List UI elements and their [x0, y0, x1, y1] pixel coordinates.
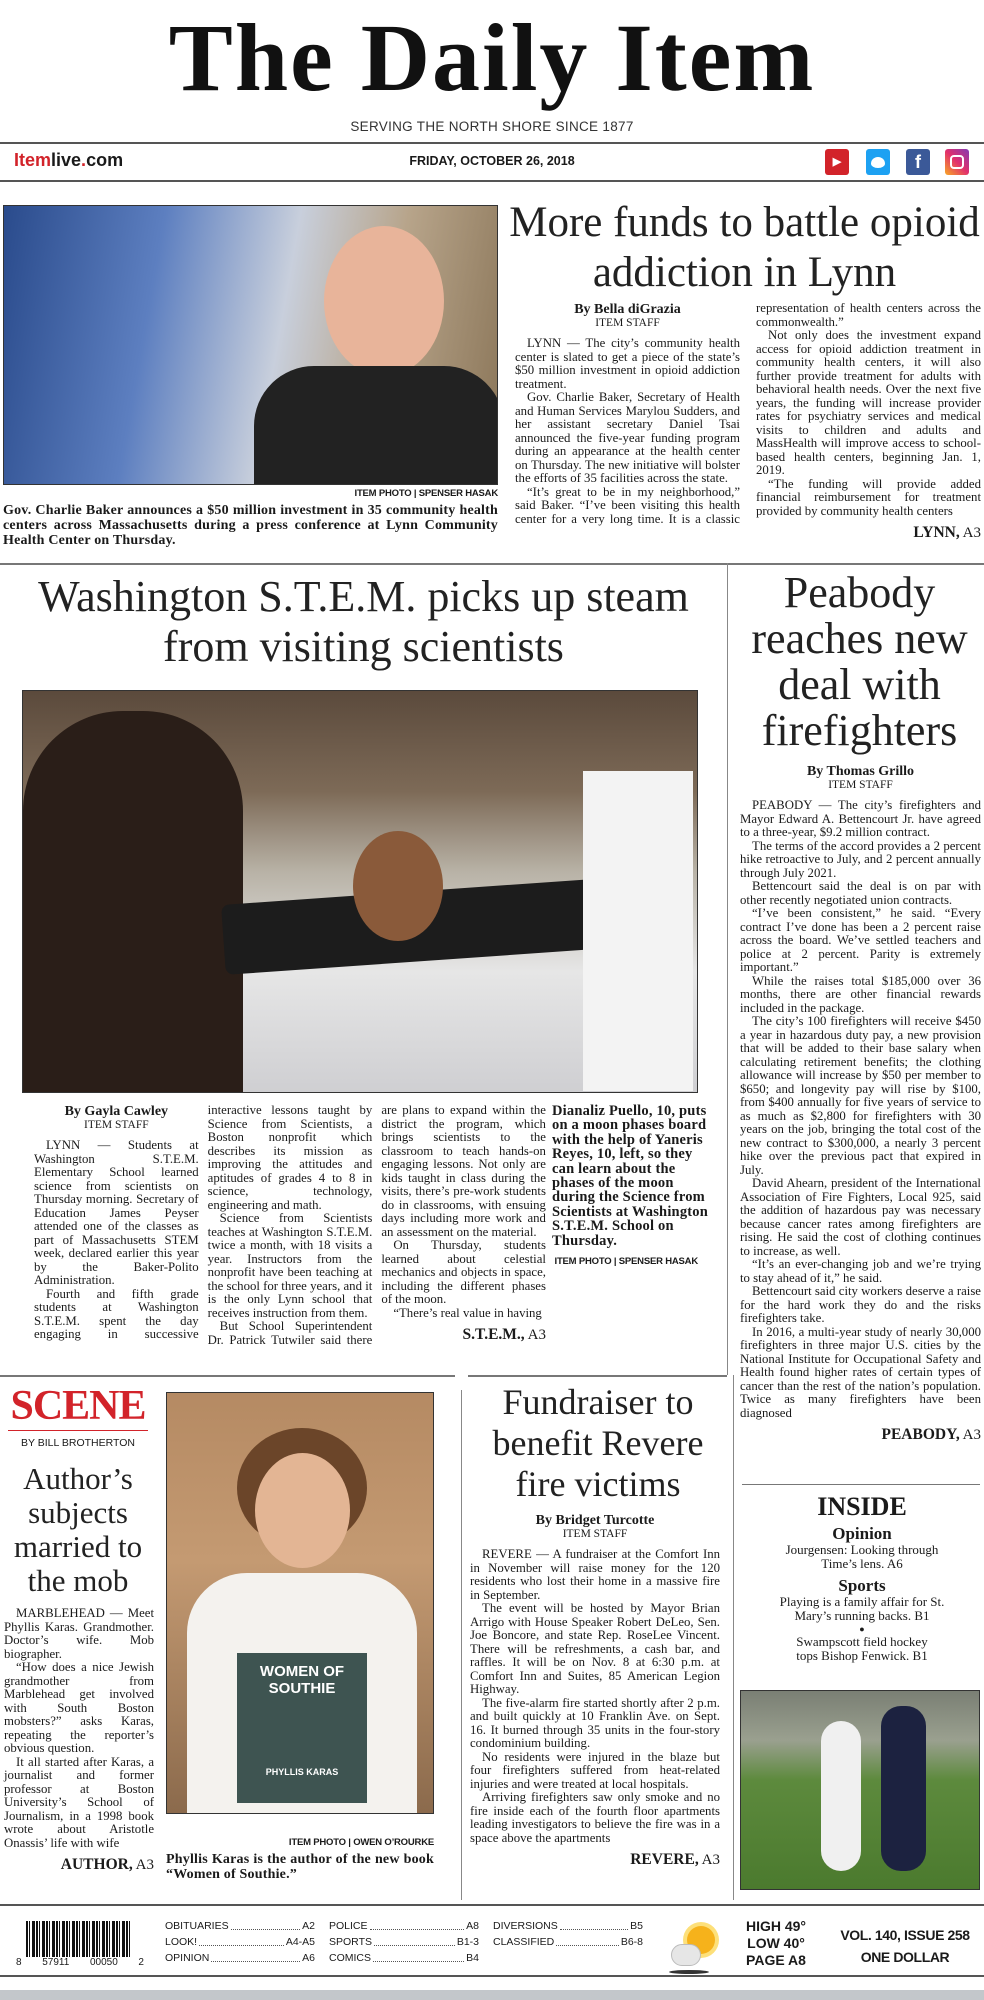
student-face [353, 831, 443, 941]
paragraph: LYNN — Students at Washington S.T.E.M. Elementary School learned science from scientists on Thursday morning. Secretary of Education James Peyser attended one of the classes as part of Massachusetts STEM week, declared earlier this year by the Baker-Polito Administration. [34, 1138, 199, 1287]
site-part: live [51, 150, 82, 170]
author-photo [166, 1392, 434, 1814]
site-part: Item [14, 150, 52, 170]
paragraph: “The funding will provide added financial reimbursement for treatment provided by community health centers [756, 476, 981, 518]
paragraph: David Ahearn, president of the International Association of Fire Fighters, Local 925, said the addition of hazardous pay was necessary because cancer rates among firefighters are rising. He said the cost of clothing continues to increase, as well. [740, 1176, 981, 1258]
index-entry[interactable] [165, 1918, 315, 1934]
barcode-digit: 00050 [89, 1957, 118, 1968]
face [255, 1453, 350, 1568]
column-divider [733, 1375, 734, 1900]
index-entry[interactable] [329, 1918, 479, 1934]
temp-high: HIGH 49° [745, 1918, 807, 1934]
jump-link[interactable] [4, 1856, 154, 1874]
youtube-icon[interactable]: ▶ [825, 149, 849, 175]
jump-link[interactable] [756, 524, 981, 542]
weather-page[interactable]: PAGE A8 [746, 1952, 806, 1968]
byline: By Thomas Grillo [806, 764, 915, 779]
person-face [324, 226, 444, 376]
inside-box [740, 1492, 984, 1663]
paragraph: Not only does the investment expand access for opioid addiction treatment in community health centers, it will also further provide treatment for adults with behavioral health needs. Over the next five years, the funding will increase provider rates for psychiatry services and medical visits to children and adults and MassHealth will improve access to school-based health centers, beginning Jan. 1, 2019. [756, 328, 981, 477]
health-sign [14, 236, 39, 339]
leader-dots [370, 1918, 465, 1930]
headline[interactable]: Washington S.T.E.M. picks up steam from visiting scientists [38, 572, 689, 671]
byline-staff: ITEM STAFF [595, 317, 660, 329]
divider [0, 563, 984, 565]
book-author: PHYLLIS KARAS [265, 1767, 339, 1777]
leader-dots [556, 1934, 619, 1946]
leader-dots [560, 1918, 628, 1930]
page-edge [0, 1990, 984, 2000]
inside-item[interactable]: Playing is a family affair for St. Mary’s running backs. B1 [779, 1594, 945, 1623]
headline[interactable]: Peabody reaches new deal with firefighters [751, 568, 968, 755]
author-credit: BY BILL BROTHERTON [21, 1437, 135, 1449]
volume-issue: VOL. 140, ISSUE 258 [840, 1927, 970, 1943]
paragraph: “There’s real value in having [393, 1305, 542, 1320]
book-title: WOMEN OF SOUTHIE [259, 1663, 345, 1697]
barcode-digit: 2 [138, 1957, 144, 1968]
column-divider [461, 1390, 462, 1900]
inside-item[interactable]: Swampscott field hockey tops Bishop Fenwick. B1 [796, 1634, 928, 1663]
index-section: SPORTS [329, 1936, 372, 1948]
byline-block [470, 1513, 720, 1540]
lead-photo [3, 205, 498, 485]
page-index [165, 1918, 643, 1966]
inside-title: INSIDE [817, 1492, 907, 1521]
paragraph: PEABODY — The city’s firefighters and Mayor Edward A. Bettencourt Jr. have agreed to a three-year, $9.2 million contract. [740, 798, 981, 839]
paragraph: But School Superintendent Dr. Patrick Tutwiler said there are plans to expand within the district the program, which brings scientists to the classroom to teach hands-on engaging lessons. Not only are kids taught in class during the visits, there’s pre-work students do in classrooms, with ensuing days including more work and an assessment on the material. [207, 1103, 546, 1347]
site-part: com [86, 150, 124, 170]
stem-photo [22, 690, 698, 1093]
index-page: A4-A5 [285, 1936, 315, 1948]
leader-dots [231, 1918, 301, 1930]
issue-info [828, 1924, 982, 1968]
index-section: CLASSIFIED [493, 1936, 555, 1948]
paragraph: The terms of the accord provides a 2 percent hike retroactive to July, and 2 percent annually through July 2021. [740, 838, 981, 880]
byline-staff: ITEM STAFF [84, 1119, 149, 1131]
byline: By Bella diGrazia [574, 302, 681, 317]
paragraph: On Thursday, students learned about celestial mechanics and objects in space, including the different phases of the moon. [381, 1238, 546, 1306]
barcode-digit: 57911 [42, 1957, 70, 1968]
caption-block [552, 1104, 712, 1268]
column-divider [727, 563, 728, 1375]
facebook-icon[interactable]: f [906, 149, 930, 175]
temp-low: LOW 40° [747, 1935, 805, 1951]
jump-word: REVERE, [630, 1851, 699, 1868]
article-body [4, 1607, 154, 1874]
paragraph: “It’s great to be in my neighborhood,” said Baker. “I’ve been visiting this health center for a very long time. It is a classic representation of health centers across the commonwealth.” [515, 301, 981, 526]
index-page: B4 [466, 1952, 479, 1964]
index-section: OPINION [165, 1952, 210, 1964]
divider [742, 1484, 980, 1485]
paragraph: While the raises total $185,000 over 36 months, there are other financial rewards included in the package. [740, 973, 981, 1015]
barcode-number [10, 1957, 150, 1968]
photo-caption: Gov. Charlie Baker announces a $50 million investment in 35 community health centers across Massachusetts during a press conference at Lynn Community Health Center on Thursday. [3, 503, 498, 548]
index-section: LOOK! [165, 1936, 198, 1948]
inside-section: Sports [838, 1576, 886, 1595]
divider [0, 1975, 984, 1977]
jump-page: A3 [701, 1852, 720, 1868]
divider [0, 180, 984, 182]
book-cover [237, 1653, 367, 1803]
twitter-icon[interactable] [866, 149, 890, 175]
inside-section: Opinion [832, 1524, 892, 1543]
divider [0, 1375, 455, 1377]
sports-photo [740, 1690, 980, 1890]
index-section: COMICS [329, 1952, 371, 1964]
website-link[interactable] [14, 150, 123, 171]
paragraph: The five-alarm fire started shortly after 2 p.m. and built quickly at 10 Franklin Ave. on Sept. 16. It burned through 35 units in the four-story condominium building. [470, 1695, 720, 1750]
leader-dots [374, 1934, 455, 1946]
paragraph: “How does a nice Jewish grandmother from Marblehead get involved with South Boston mobsters?” asks Karas, repeating the reporter’s obvious question. [4, 1660, 154, 1755]
jump-page: A3 [527, 1327, 546, 1343]
byline-block [740, 764, 981, 791]
index-page: B5 [630, 1920, 643, 1932]
site-part: . [81, 150, 87, 170]
jump-link[interactable] [740, 1426, 981, 1444]
article-body [470, 1513, 720, 1869]
index-page: A6 [302, 1952, 315, 1964]
index-column [165, 1918, 315, 1966]
player-white [821, 1721, 861, 1871]
index-entry[interactable] [165, 1950, 315, 1966]
player-navy [881, 1706, 926, 1871]
index-page: B1-3 [456, 1936, 479, 1948]
instagram-icon[interactable] [945, 149, 969, 175]
index-column [493, 1918, 643, 1966]
index-section: POLICE [329, 1920, 368, 1932]
paragraph: “I’ve been consistent,” he said. “Every contract I’ve done has been a 2 percent raise across the board. We’ve settled teachers and police at 2 percent. Parity is extremely important.” [740, 906, 981, 974]
jump-word: PEABODY, [881, 1426, 960, 1443]
paragraph: Bettencourt said city workers deserve a raise for the hard work they do and the risks firefighters take. [740, 1284, 981, 1325]
index-page: B6-8 [620, 1936, 643, 1948]
leader-dots [199, 1934, 284, 1946]
divider [8, 1430, 148, 1431]
section-title[interactable]: SCENE [10, 1383, 146, 1429]
headline[interactable]: More funds to battle opioid addiction in Lynn [509, 199, 980, 296]
price: ONE DOLLAR [860, 1949, 950, 1965]
student-left [23, 711, 243, 1093]
newspaper-logo: The Daily Item [168, 4, 816, 111]
index-section: OBITUARIES [165, 1920, 229, 1932]
jump-page: A3 [135, 1857, 154, 1873]
paragraph: LYNN — The city’s community health center is slated to get a piece of the state’s $50 million investment in opioid addiction treatment. [515, 336, 740, 391]
paragraph: MARBLEHEAD — Meet Phyllis Karas. Grandmother. Doctor’s wife. Mob biographer. [4, 1606, 154, 1661]
barcode [26, 1921, 130, 1957]
jump-word: AUTHOR, [60, 1856, 133, 1873]
partly-sunny-icon [665, 1920, 720, 1975]
index-entry[interactable] [493, 1934, 643, 1950]
paragraph: REVERE — A fundraiser at the Comfort Inn in November will raise money for the 120 residents who lost their home in a massive fire in September. [470, 1547, 720, 1602]
bullet: ● [859, 1624, 865, 1634]
tagline: SERVING THE NORTH SHORE SINCE 1877 [350, 119, 634, 134]
photo-credit: ITEM PHOTO | OWEN O’ROURKE [288, 1837, 434, 1848]
barcode-digit: 8 [16, 1957, 22, 1968]
index-page: A2 [302, 1920, 315, 1932]
date-bar [0, 144, 984, 180]
jump-page: A3 [962, 1427, 981, 1443]
divider [0, 1904, 984, 1906]
index-entry[interactable] [329, 1950, 479, 1966]
paragraph: No residents were injured in the blaze but four firefighters suffered from heat-related injuries and were treated at local hospitals. [470, 1749, 720, 1791]
article-body [34, 1104, 546, 1347]
inside-item[interactable]: Jourgensen: Looking through Time’s lens. A6 [785, 1542, 939, 1571]
photo-caption: Dianaliz Puello, 10, puts on a moon phases board with the help of Yaneris Reyes, 10, left, so they can learn about the phases of the moon during the Science from Scientists at Washington S.T.E.M. School on Thursday. [552, 1103, 709, 1249]
divider [468, 1375, 727, 1377]
jump-link[interactable] [470, 1851, 720, 1869]
index-entry[interactable] [165, 1934, 315, 1950]
paragraph: “It’s an ever-changing job and we’re trying to stay ahead of it,” he said. [740, 1257, 981, 1285]
leader-dots [373, 1950, 464, 1962]
byline-block [34, 1104, 199, 1131]
paragraph: Arriving firefighters saw only smoke and no fire inside each of the fourth floor apartments leading investigators to believe the fire was in a space above the apartments [470, 1790, 720, 1845]
jump-word: S.T.E.M., [462, 1326, 525, 1343]
issue-date: FRIDAY, OCTOBER 26, 2018 [409, 154, 575, 168]
paragraph: Fourth and fifth grade students at Washington S.T.E.M. spent the day engaging in successive interactive lessons taught by Science from Scientists, a Boston nonprofit which describes its mission as improving the attitudes and aptitudes of grades 4 to 8 in science, technology, engineering and math. [34, 1103, 373, 1341]
index-entry[interactable] [329, 1934, 479, 1950]
photo-credit: ITEM PHOTO | SPENSER HASAK [554, 1256, 698, 1268]
jump-link[interactable] [381, 1326, 546, 1344]
paragraph: Gov. Charlie Baker, Secretary of Health and Human Services Marylou Sudders, and her assistant secretary Daniel Tsai announced the five-year funding program during an appearance at the health center on Thursday. The new initiative will bolster the efforts of 35 facilities across the state. [515, 390, 740, 485]
weather-forecast [728, 1918, 824, 1969]
byline: By Bridget Turcotte [535, 1513, 655, 1528]
jump-word: LYNN, [913, 524, 960, 541]
paragraph: Bettencourt said the deal is on par with other recently negotiated union contracts. [740, 879, 981, 907]
paragraph: The event will be hosted by Mayor Brian Arrigo with House Speaker Robert DeLeo, Sen. Joe Boncore, and state Rep. RoseLee Vincent. There will be refreshments, a cash bar, and raffles. It will be on Nov. 8 at 6:30 p.m. at Comfort Inn and Suites, 85 American Legion Highway. [470, 1601, 720, 1696]
index-entry[interactable] [493, 1918, 643, 1934]
index-section: DIVERSIONS [493, 1920, 558, 1932]
paragraph: In 2016, a multi-year study of nearly 30,000 firefighters in three major U.S. cities by the National Institute for Occupational Safety and Health found higher rates of certain types of cancer than the rest of the nation’s population. Twice as many firefighters have been diagnosed [740, 1324, 981, 1420]
photo-credit: ITEM PHOTO | SPENSER HASAK [354, 488, 498, 499]
jump-page: A3 [962, 525, 981, 541]
photo-caption: Phyllis Karas is the author of the new book “Women of Southie.” [166, 1852, 434, 1882]
leader-dots [211, 1950, 300, 1962]
paragraph: It all started after Karas, a journalist and former professor at Boston University’s School of Journalism, in a 1998 book wrote about Aristotle Onassis’ life with wife [4, 1754, 154, 1850]
index-page: A8 [466, 1920, 479, 1932]
byline-staff: ITEM STAFF [828, 779, 893, 791]
paragraph: Science from Scientists teaches at Washington S.T.E.M. twice a month, with 18 visits a year. Instructors from the nonprofit have been teaching at the school for three years, and it is the only Lynn school that receives instruction from them. [207, 1211, 373, 1320]
article-body [740, 764, 981, 1444]
article-body [515, 302, 981, 542]
headline[interactable]: Author’s subjects married to the mob [13, 1461, 143, 1598]
paragraph: The city’s 100 firefighters will receive $450 a year in hazardous duty pay, a new provision that will be added to their base salary when calculating retirement benefits; the clothing allowance will increase by $50 per member to $650; and longevity pay will rise by $100, from $400 annually for five years of service to as much as $2,800 for firefighters with 30 years on the job, bringing the total cost of the new contract to $300,000, a nearly 3 percent hike over the previous pact that expired in July. [740, 1014, 981, 1177]
byline-staff: ITEM STAFF [562, 1528, 628, 1540]
byline: By Gayla Cawley [64, 1104, 169, 1119]
person-suit [254, 366, 498, 485]
index-column [329, 1918, 479, 1966]
byline-block [515, 302, 740, 329]
headline[interactable]: Fundraiser to benefit Revere fire victims [492, 1382, 704, 1504]
scientist [583, 771, 693, 1091]
